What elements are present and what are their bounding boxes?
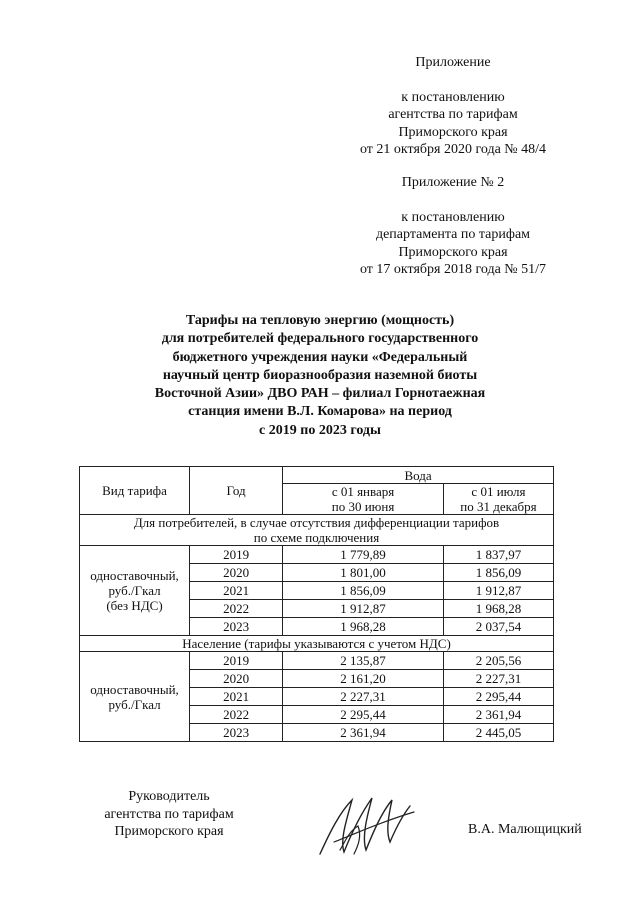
year-cell: 2021 (190, 688, 283, 706)
annex-line: департамента по тарифам (375, 227, 531, 242)
first-half-cell: 2 135,87 (283, 652, 444, 670)
header-second-half (443, 484, 553, 515)
annex-line: от 21 октября 2020 года № 48/4 (359, 142, 547, 157)
first-half-cell: 2 161,20 (283, 670, 444, 688)
annex-line: Приморского края (398, 244, 508, 260)
first-half-cell: 1 968,28 (283, 618, 444, 636)
signer-name: В.А. Малющицкий (468, 822, 582, 837)
kind-line: руб./Гкал (108, 696, 161, 712)
section-heading-line: Для потребителей, в случае отсутствия дифференциации тарифов (133, 515, 500, 530)
header-tariff-kind: Вид тарифа (80, 467, 190, 515)
first-half-cell: 1 856,09 (283, 582, 444, 600)
second-half-cell: 2 227,31 (443, 670, 553, 688)
handwritten-signature-icon (310, 792, 430, 862)
header-first-half (283, 484, 444, 515)
table-row (80, 546, 554, 564)
second-half-cell: 1 912,87 (443, 582, 553, 600)
second-half-cell: 2 361,94 (443, 706, 553, 724)
annex-line: от 17 октября 2018 года № 51/7 (359, 262, 547, 277)
second-half-cell: 2 037,54 (443, 618, 553, 636)
year-cell: 2019 (190, 546, 283, 564)
section-heading: Население (тарифы указываются с учетом НДС) (80, 636, 554, 652)
tariff-kind-cell (80, 546, 190, 636)
first-half-cell: 1 779,89 (283, 546, 444, 564)
second-half-cell: 2 205,56 (443, 652, 553, 670)
annex-header-original (323, 174, 583, 279)
first-half-cell: 2 361,94 (283, 724, 444, 742)
annex-line: к постановлению (401, 209, 505, 225)
year-cell: 2020 (190, 564, 283, 582)
annex-header-current (323, 54, 583, 159)
year-cell: 2019 (190, 652, 283, 670)
section-heading-line: по схеме подключения (253, 530, 380, 545)
header-line: с 01 января (331, 484, 395, 499)
header-line: по 31 декабря (460, 499, 537, 514)
second-half-cell: 2 295,44 (443, 688, 553, 706)
position-line: Руководитель (128, 789, 210, 804)
second-half-cell: 1 968,28 (443, 600, 553, 618)
first-half-cell: 2 227,31 (283, 688, 444, 706)
annex-title: Приложение № 2 (401, 175, 505, 190)
position-line: агентства по тарифам (104, 806, 234, 822)
header-year: Год (190, 467, 283, 515)
section-heading (80, 515, 554, 546)
annex-line: агентства по тарифам (388, 107, 518, 122)
document-title (110, 312, 530, 440)
tariff-kind-cell (80, 652, 190, 742)
signatory-position (79, 788, 259, 841)
header-line: с 01 июля (471, 484, 526, 499)
title-line: станция имени В.Л. Комарова» на период (188, 404, 452, 420)
second-half-cell: 1 856,09 (443, 564, 553, 582)
title-line: Тарифы на тепловую энергию (мощность) (185, 313, 455, 328)
first-half-cell: 1 801,00 (283, 564, 444, 582)
annex-line: Приморского края (398, 124, 508, 140)
annex-line: к постановлению (401, 89, 505, 105)
first-half-cell: 2 295,44 (283, 706, 444, 724)
kind-line: руб./Гкал (108, 583, 161, 598)
title-line: научный центр биоразнообразия наземной биоты (162, 367, 478, 383)
annex-title: Приложение (415, 55, 491, 70)
title-line: с 2019 по 2023 годы (259, 422, 381, 438)
header-water: Вода (283, 467, 554, 484)
title-line: бюджетного учреждения науки «Федеральный (172, 349, 468, 365)
year-cell: 2022 (190, 706, 283, 724)
kind-line: одноставочный, (90, 681, 179, 697)
title-line: для потребителей федерального государственного (161, 331, 479, 347)
year-cell: 2022 (190, 600, 283, 618)
title-line: Восточной Азии» ДВО РАН – филиал Горнотаежная (154, 386, 486, 402)
second-half-cell: 2 445,05 (443, 724, 553, 742)
year-cell: 2023 (190, 724, 283, 742)
year-cell: 2023 (190, 618, 283, 636)
year-cell: 2021 (190, 582, 283, 600)
tariff-table (79, 466, 554, 742)
year-cell: 2020 (190, 670, 283, 688)
second-half-cell: 1 837,97 (443, 546, 553, 564)
kind-line: одноставочный, (90, 568, 179, 583)
header-line: по 30 июня (331, 499, 395, 514)
first-half-cell: 1 912,87 (283, 600, 444, 618)
position-line: Приморского края (114, 824, 224, 839)
kind-line: (без НДС) (106, 598, 163, 613)
table-row (80, 652, 554, 670)
